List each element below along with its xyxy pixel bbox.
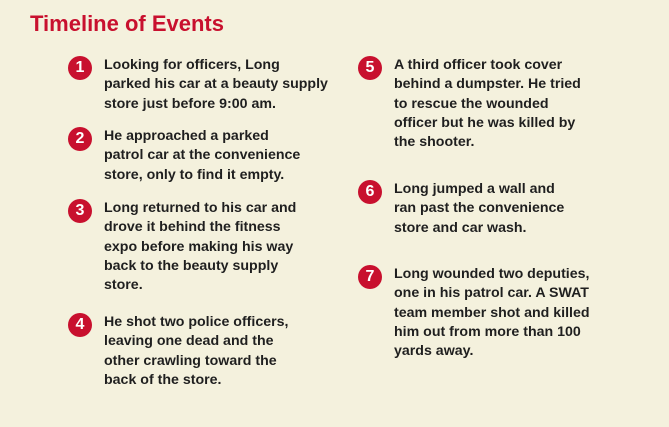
event-text-line: back of the store. — [104, 371, 222, 388]
event-description — [104, 313, 288, 390]
event-description — [104, 56, 328, 114]
event-number-badge: 3 — [68, 199, 92, 223]
event-text-line: Long jumped a wall and — [394, 181, 555, 197]
event-text-line: drove it behind the fitness — [104, 219, 281, 236]
timeline-event-7 — [358, 265, 590, 361]
event-description — [104, 199, 296, 295]
event-text-line: Long wounded two deputies, — [394, 266, 590, 282]
timeline-event-2 — [68, 127, 300, 185]
event-number-badge: 1 — [68, 56, 92, 80]
event-text-line: store. — [104, 277, 143, 294]
event-text-line: him out from more than 100 — [394, 323, 581, 340]
event-description — [394, 265, 590, 361]
event-text-line: patrol car at the convenience — [104, 147, 301, 164]
timeline-event-1 — [68, 56, 328, 114]
event-text-line: yards away. — [394, 343, 474, 360]
event-text-line: ran past the convenience — [394, 200, 565, 217]
event-text-line: parked his car at a beauty supply — [104, 76, 328, 93]
event-text-line: Looking for officers, Long — [104, 57, 280, 73]
event-text-line: Long returned to his car and — [104, 200, 297, 216]
event-text-line: store, only to find it empty. — [104, 166, 285, 183]
event-text-line: officer but he was killed by — [394, 114, 576, 131]
event-number-badge: 5 — [358, 56, 382, 80]
event-text-line: leaving one dead and the — [104, 333, 274, 350]
timeline-event-6 — [358, 180, 564, 238]
event-text-line: back to the beauty supply — [104, 257, 279, 274]
event-text-line: behind a dumpster. He tried — [394, 76, 581, 93]
event-text-line: one in his patrol car. A SWAT — [394, 285, 589, 302]
event-number-badge: 4 — [68, 313, 92, 337]
timeline-event-4 — [68, 313, 288, 390]
event-number-badge: 6 — [358, 180, 382, 204]
event-text-line: He approached a parked — [104, 128, 269, 144]
event-text-line: store just before 9:00 am. — [104, 95, 276, 112]
event-text-line: the shooter. — [394, 134, 475, 151]
event-text-line: A third officer took cover — [394, 57, 563, 73]
event-text-line: other crawling toward the — [104, 352, 277, 369]
event-description — [394, 180, 564, 238]
timeline-event-5 — [358, 56, 581, 152]
page-title: Timeline of Events — [30, 11, 224, 36]
event-description — [394, 56, 581, 152]
event-description — [104, 127, 300, 185]
event-number-badge: 7 — [358, 265, 382, 289]
event-text-line: store and car wash. — [394, 219, 527, 236]
timeline-event-3 — [68, 199, 296, 295]
event-text-line: He shot two police officers, — [104, 314, 289, 330]
event-number-badge: 2 — [68, 127, 92, 151]
event-text-line: to rescue the wounded — [394, 95, 549, 112]
event-text-line: expo before making his way — [104, 238, 294, 255]
event-text-line: team member shot and killed — [394, 304, 590, 321]
